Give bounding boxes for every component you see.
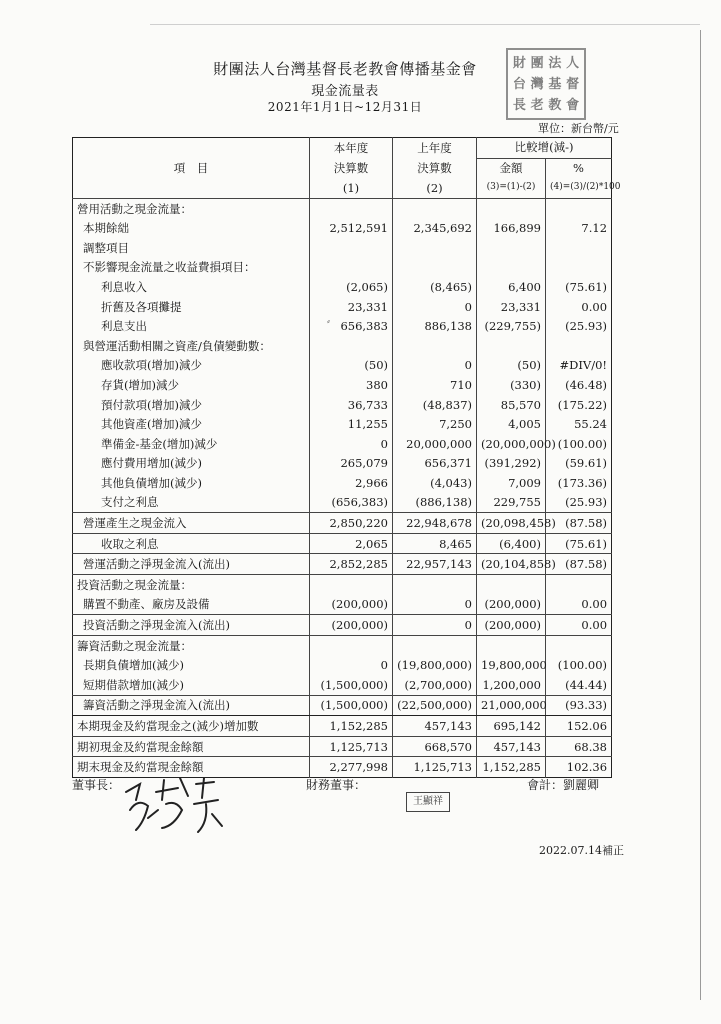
- row-label: 購置不動產、廠房及設備: [83, 597, 210, 612]
- change-percent: (100.00): [546, 655, 612, 675]
- col-prior-line2: 決算數: [393, 158, 477, 178]
- row-label: 不影響現金流量之收益費損項目：: [83, 260, 256, 275]
- row-label: 期末現金及約當現金餘額: [73, 757, 310, 778]
- change-amount: (6,400): [477, 533, 546, 554]
- change-percent: (175.22): [546, 395, 612, 415]
- change-percent: (173.36): [546, 473, 612, 493]
- change-percent: [546, 238, 612, 258]
- change-percent: (87.58): [546, 554, 612, 575]
- row-label: 準備金-基金(增加)減少: [101, 436, 218, 451]
- current-year-value: 2,852,285: [310, 554, 393, 575]
- change-percent: 7.12: [546, 218, 612, 238]
- change-amount: (50): [477, 356, 546, 376]
- current-year-value: 1,152,285: [310, 716, 393, 737]
- prior-year-value: 668,570: [393, 736, 477, 757]
- table-row: [73, 297, 612, 317]
- change-percent: (25.93): [546, 316, 612, 336]
- change-percent: [546, 635, 612, 655]
- row-label: 應付費用增加(減少): [101, 456, 202, 471]
- col-item-header: 項 目: [173, 160, 209, 175]
- change-amount: [477, 635, 546, 655]
- change-amount: 85,570: [477, 395, 546, 415]
- row-label: 籌資活動之淨現金流入(流出): [73, 695, 310, 716]
- change-amount: [477, 198, 546, 218]
- table-row: [73, 554, 612, 575]
- seal-char: 長: [512, 97, 526, 113]
- row-label: 投資活動之現金流量：: [73, 575, 310, 595]
- change-percent: (46.48): [546, 375, 612, 395]
- prior-year-value: (22,500,000): [393, 695, 477, 716]
- col-amount-line2: 金額: [477, 158, 546, 178]
- table-row: [73, 238, 612, 258]
- current-year-value: 2,065: [310, 533, 393, 554]
- row-label: 期初現金及約當現金餘額: [73, 736, 310, 757]
- table-row: [73, 655, 612, 675]
- table-row: [73, 675, 612, 695]
- row-label: 營運產生之現金流入: [73, 513, 310, 534]
- change-amount: 23,331: [477, 297, 546, 317]
- table-row: [73, 395, 612, 415]
- prior-year-value: 0: [393, 595, 477, 615]
- row-label: 其他負債增加(減少): [101, 475, 202, 490]
- row-label: 利息收入: [101, 279, 147, 294]
- current-year-value: 0: [310, 434, 393, 454]
- table-row: [73, 414, 612, 434]
- current-year-value: 11,255: [310, 414, 393, 434]
- current-year-value: 656,383: [310, 316, 393, 336]
- table-row: [73, 635, 612, 655]
- prior-year-value: 2,345,692: [393, 218, 477, 238]
- row-label: 收取之利息: [73, 533, 310, 554]
- row-label: 營用活動之現金流量：: [77, 201, 192, 216]
- prior-year-value: (4,043): [393, 473, 477, 493]
- current-year-value: 23,331: [310, 297, 393, 317]
- prior-year-value: 656,371: [393, 454, 477, 474]
- pen-mark: ⸗: [327, 317, 330, 327]
- row-label: 與營運活動相關之資產/負債變動數：: [83, 338, 271, 353]
- seal-char: 團: [530, 55, 544, 71]
- current-year-value: 380: [310, 375, 393, 395]
- table-row: [73, 533, 612, 554]
- change-amount: 229,755: [477, 493, 546, 513]
- seal-char: 老: [530, 97, 544, 113]
- row-label: 預付款項(增加)減少: [101, 397, 202, 412]
- table-row: [73, 513, 612, 534]
- table-row: [73, 277, 612, 297]
- change-percent: 55.24: [546, 414, 612, 434]
- prior-year-value: [393, 336, 477, 356]
- prior-year-value: 0: [393, 615, 477, 636]
- row-label: 營運活動之淨現金流入(流出): [73, 554, 310, 575]
- accountant-label: 會計：劉麗卿: [527, 778, 600, 792]
- org-name: 財團法人台灣基督長老教會傳播基金會: [213, 60, 477, 78]
- change-percent: (44.44): [546, 675, 612, 695]
- table-row: [73, 198, 612, 218]
- prior-year-value: [393, 575, 477, 595]
- change-percent: 68.38: [546, 736, 612, 757]
- row-label: 調整項目: [83, 240, 129, 255]
- prior-year-value: (19,800,000): [393, 655, 477, 675]
- change-amount: (200,000): [477, 595, 546, 615]
- page-edge-top: [150, 24, 700, 25]
- row-label: 投資活動之淨現金流入(流出): [73, 615, 310, 636]
- header-blank: [73, 138, 310, 159]
- table-row: [73, 454, 612, 474]
- col-current-line3: (1): [310, 178, 393, 198]
- table-row: [73, 336, 612, 356]
- current-year-value: 265,079: [310, 454, 393, 474]
- seal-char: 教: [548, 97, 562, 113]
- change-percent: [546, 258, 612, 278]
- prior-year-value: [393, 635, 477, 655]
- change-percent: 0.00: [546, 297, 612, 317]
- prior-year-value: 1,125,713: [393, 757, 477, 778]
- current-year-value: 2,512,591: [310, 218, 393, 238]
- table-row: [73, 716, 612, 737]
- finance-director-stamp: 王顯祥: [406, 792, 450, 812]
- row-label: 其他資產(增加)減少: [101, 417, 202, 432]
- change-amount: 457,143: [477, 736, 546, 757]
- change-percent: (87.58): [546, 513, 612, 534]
- prior-year-value: 20,000,000: [393, 434, 477, 454]
- change-percent: #DIV/0!: [546, 356, 612, 376]
- col-prior-line1: 上年度: [393, 138, 477, 159]
- row-label: 本期餘絀: [83, 221, 129, 236]
- seal-char: 督: [566, 76, 580, 92]
- change-percent: (25.93): [546, 493, 612, 513]
- change-amount: 7,009: [477, 473, 546, 493]
- row-label: 利息支出: [101, 319, 147, 334]
- change-amount: (20,000,000): [477, 434, 546, 454]
- statement-title: 現金流量表: [311, 84, 379, 99]
- change-amount: 166,899: [477, 218, 546, 238]
- row-label: 籌資活動之現金流量：: [73, 635, 310, 655]
- prior-year-value: 22,957,143: [393, 554, 477, 575]
- row-label: 長期負債增加(減少): [83, 658, 184, 673]
- page-edge-right: [700, 30, 701, 1000]
- current-year-value: (656,383): [310, 493, 393, 513]
- row-label: 短期借款增加(減少): [83, 677, 184, 692]
- change-amount: (200,000): [477, 615, 546, 636]
- table-row: [73, 434, 612, 454]
- prior-year-value: (886,138): [393, 493, 477, 513]
- table-row: [73, 473, 612, 493]
- prior-year-value: [393, 238, 477, 258]
- current-year-value: [310, 336, 393, 356]
- current-year-value: (50): [310, 356, 393, 376]
- current-year-value: (1,500,000): [310, 695, 393, 716]
- change-amount: [477, 336, 546, 356]
- change-amount: 21,000,000: [477, 695, 546, 716]
- statement-period: 2021年1月1日~12月31日: [267, 100, 423, 114]
- change-amount: (330): [477, 375, 546, 395]
- chairman-signature: [118, 770, 228, 840]
- current-year-value: [310, 635, 393, 655]
- prior-year-value: 22,948,678: [393, 513, 477, 534]
- change-percent: 152.06: [546, 716, 612, 737]
- table-row: [73, 695, 612, 716]
- change-percent: [546, 198, 612, 218]
- chairman-label: 董事長：: [72, 778, 121, 792]
- change-percent: (59.61): [546, 454, 612, 474]
- current-year-value: (2,065): [310, 277, 393, 297]
- row-label: 本期現金及約當現金之(減少)增加數: [73, 716, 310, 737]
- prior-year-value: [393, 198, 477, 218]
- current-year-value: [310, 258, 393, 278]
- change-percent: 102.36: [546, 757, 612, 778]
- seal-char: 人: [566, 55, 580, 71]
- change-amount: (229,755): [477, 316, 546, 336]
- seal-char: 財: [512, 55, 526, 71]
- org-seal-stamp: [506, 48, 586, 120]
- table-row: [73, 218, 612, 238]
- col-prior-line3: (2): [393, 178, 477, 198]
- seal-char: 法: [548, 55, 562, 71]
- seal-char: 會: [566, 97, 580, 113]
- col-current-line2: 決算數: [310, 158, 393, 178]
- change-percent: [546, 575, 612, 595]
- col-comparison-caption: 比較增(減-): [477, 138, 612, 159]
- header-blank-bottom: [73, 178, 310, 198]
- prior-year-value: 457,143: [393, 716, 477, 737]
- table-row: [73, 258, 612, 278]
- current-year-value: (1,500,000): [310, 675, 393, 695]
- change-percent: (93.33): [546, 695, 612, 716]
- current-year-value: 36,733: [310, 395, 393, 415]
- table-row: [73, 595, 612, 615]
- current-year-value: 2,850,220: [310, 513, 393, 534]
- change-amount: [477, 258, 546, 278]
- row-label: 折舊及各項攤提: [101, 299, 182, 314]
- table-row: [73, 356, 612, 376]
- prior-year-value: 710: [393, 375, 477, 395]
- change-percent: 0.00: [546, 615, 612, 636]
- current-year-value: 2,277,998: [310, 757, 393, 778]
- finance-director-label: 財務董事：: [306, 778, 367, 792]
- change-percent: [546, 336, 612, 356]
- current-year-value: 0: [310, 655, 393, 675]
- change-amount: 19,800,000: [477, 655, 546, 675]
- table-row: [73, 575, 612, 595]
- table-row: [73, 375, 612, 395]
- change-amount: (391,292): [477, 454, 546, 474]
- change-percent: (75.61): [546, 277, 612, 297]
- change-amount: 4,005: [477, 414, 546, 434]
- currency-unit: 單位：新台幣/元: [538, 122, 619, 135]
- current-year-value: [310, 575, 393, 595]
- prior-year-value: (48,837): [393, 395, 477, 415]
- change-amount: 1,200,000: [477, 675, 546, 695]
- row-label: 支付之利息: [101, 495, 159, 510]
- change-amount: [477, 238, 546, 258]
- col-percent-line2: %: [546, 158, 612, 178]
- change-amount: 695,142: [477, 716, 546, 737]
- seal-char: 台: [512, 76, 526, 92]
- row-label: 存貨(增加)減少: [101, 377, 179, 392]
- prior-year-value: 0: [393, 297, 477, 317]
- current-year-value: (200,000): [310, 595, 393, 615]
- seal-char: 基: [548, 76, 562, 92]
- col-amount-line3: (3)=(1)-(2): [477, 178, 546, 198]
- change-amount: 1,152,285: [477, 757, 546, 778]
- current-year-value: (200,000): [310, 615, 393, 636]
- col-current-line1: 本年度: [310, 138, 393, 159]
- col-percent-line3: (4)=(3)/(2)*100: [546, 178, 612, 198]
- row-label: 應收款項(增加)減少: [101, 358, 202, 373]
- prior-year-value: (8,465): [393, 277, 477, 297]
- change-amount: (20,098,458): [477, 513, 546, 534]
- prior-year-value: (2,700,000): [393, 675, 477, 695]
- prior-year-value: 0: [393, 356, 477, 376]
- change-amount: [477, 575, 546, 595]
- change-percent: (75.61): [546, 533, 612, 554]
- table-row: [73, 615, 612, 636]
- change-percent: (100.00): [546, 434, 612, 454]
- current-year-value: 2,966: [310, 473, 393, 493]
- revision-date: 2022.07.14補正: [539, 844, 624, 857]
- seal-char: 灣: [530, 76, 544, 92]
- table-row: [73, 493, 612, 513]
- current-year-value: [310, 198, 393, 218]
- current-year-value: 1,125,713: [310, 736, 393, 757]
- prior-year-value: 7,250: [393, 414, 477, 434]
- prior-year-value: [393, 258, 477, 278]
- prior-year-value: 886,138: [393, 316, 477, 336]
- current-year-value: [310, 238, 393, 258]
- table-row: [73, 736, 612, 757]
- change-amount: 6,400: [477, 277, 546, 297]
- table-row: [73, 316, 612, 336]
- change-amount: (20,104,858): [477, 554, 546, 575]
- change-percent: 0.00: [546, 595, 612, 615]
- prior-year-value: 8,465: [393, 533, 477, 554]
- cash-flow-table: [72, 137, 621, 778]
